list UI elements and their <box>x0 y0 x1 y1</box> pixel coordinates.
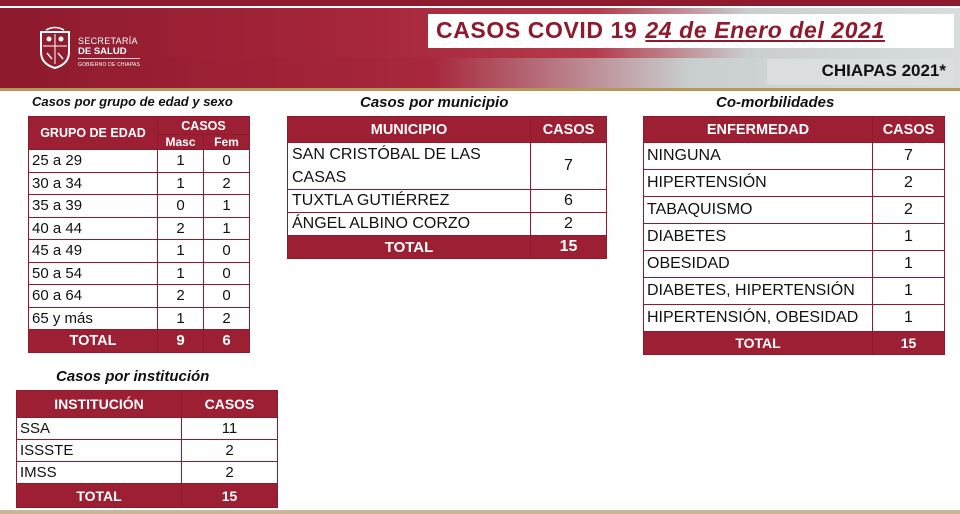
table-row <box>288 213 607 236</box>
masc-cell: 0 <box>158 195 204 218</box>
municipio-cell: ÁNGEL ALBINO CORZO <box>288 213 531 236</box>
table-row <box>29 172 250 195</box>
cases-cell: 2 <box>873 170 945 197</box>
col-cases: CASOS <box>158 117 250 135</box>
institucion-cell: ISSSTE <box>17 440 182 462</box>
cases-cell: 2 <box>531 213 607 236</box>
state-label: CHIAPAS 2021* <box>821 61 946 80</box>
col-age-group: GRUPO DE EDAD <box>29 117 158 150</box>
fem-cell: 0 <box>204 285 250 308</box>
cases-cell: 2 <box>182 440 278 462</box>
total-row <box>288 236 607 259</box>
table-row <box>17 440 278 462</box>
bottom-border <box>0 510 960 514</box>
cases-cell: 2 <box>873 197 945 224</box>
enfermedad-cell: DIABETES, HIPERTENSIÓN <box>644 278 873 305</box>
enfermedad-cell: NINGUNA <box>644 143 873 170</box>
institucion-table-title: Casos por institución <box>56 368 210 385</box>
total-row <box>644 332 945 355</box>
cases-cell: 7 <box>531 143 607 190</box>
enfermedad-cell: TABAQUISMO <box>644 197 873 224</box>
page-title <box>436 17 885 44</box>
fem-cell: 2 <box>204 172 250 195</box>
total-label: TOTAL <box>17 484 182 508</box>
total-cases: 15 <box>873 332 945 355</box>
fem-cell: 1 <box>204 217 250 240</box>
age-group-cell: 40 a 44 <box>29 217 158 240</box>
total-label: TOTAL <box>29 330 158 353</box>
table-row <box>288 190 607 213</box>
municipio-table <box>287 116 607 259</box>
col-cases: CASOS <box>182 391 278 418</box>
age-group-cell: 60 a 64 <box>29 285 158 308</box>
cases-cell: 7 <box>873 143 945 170</box>
age-group-cell: 45 a 49 <box>29 240 158 263</box>
fem-cell: 2 <box>204 307 250 330</box>
col-fem: Fem <box>204 135 250 150</box>
table-row <box>29 217 250 240</box>
total-cases: 15 <box>182 484 278 508</box>
cases-cell: 11 <box>182 418 278 440</box>
municipio-cell: SAN CRISTÓBAL DE LAS CASAS <box>288 143 531 190</box>
masc-cell: 1 <box>158 150 204 173</box>
table-row <box>644 251 945 278</box>
header <box>0 0 960 92</box>
logo-line-3: GOBIERNO DE CHIAPAS <box>78 62 141 68</box>
title-text: CASOS COVID 19 <box>436 17 638 43</box>
masc-cell: 1 <box>158 172 204 195</box>
col-cases: CASOS <box>873 117 945 143</box>
table-row <box>644 197 945 224</box>
table-row <box>29 150 250 173</box>
total-masc: 9 <box>158 330 204 353</box>
table-row <box>29 307 250 330</box>
table-row <box>644 278 945 305</box>
age-group-cell: 35 a 39 <box>29 195 158 218</box>
fem-cell: 1 <box>204 195 250 218</box>
enfermedad-cell: OBESIDAD <box>644 251 873 278</box>
cases-cell: 1 <box>873 278 945 305</box>
total-row <box>29 330 250 353</box>
total-label: TOTAL <box>288 236 531 259</box>
enfermedad-cell: DIABETES <box>644 224 873 251</box>
masc-cell: 1 <box>158 307 204 330</box>
table-row <box>17 462 278 484</box>
institucion-cell: SSA <box>17 418 182 440</box>
fem-cell: 0 <box>204 262 250 285</box>
age-group-cell: 50 a 54 <box>29 262 158 285</box>
total-fem: 6 <box>204 330 250 353</box>
fem-cell: 0 <box>204 240 250 263</box>
institucion-cell: IMSS <box>17 462 182 484</box>
coat-of-arms-icon <box>38 26 72 70</box>
cases-cell: 2 <box>182 462 278 484</box>
age-group-cell: 65 y más <box>29 307 158 330</box>
col-cases: CASOS <box>531 117 607 143</box>
header-gold-line <box>0 88 960 91</box>
comorbilidades-table <box>643 116 945 355</box>
table-row <box>29 262 250 285</box>
table-row <box>288 143 607 190</box>
col-municipio: MUNICIPIO <box>288 117 531 143</box>
comorbilidades-table-title: Co-morbilidades <box>716 94 835 111</box>
age-group-cell: 30 a 34 <box>29 172 158 195</box>
age-sex-table <box>28 116 250 353</box>
col-masc: Masc <box>158 135 204 150</box>
cases-cell: 1 <box>873 251 945 278</box>
title-date: 24 de Enero del 2021 <box>645 17 885 43</box>
table-row <box>29 240 250 263</box>
masc-cell: 2 <box>158 285 204 308</box>
enfermedad-cell: HIPERTENSIÓN <box>644 170 873 197</box>
enfermedad-cell: HIPERTENSIÓN, OBESIDAD <box>644 305 873 332</box>
cases-cell: 6 <box>531 190 607 213</box>
state-box <box>767 59 954 85</box>
fem-cell: 0 <box>204 150 250 173</box>
masc-cell: 1 <box>158 240 204 263</box>
table-row <box>644 170 945 197</box>
secretaria-salud-logo <box>38 26 150 78</box>
cases-cell: 1 <box>873 305 945 332</box>
table-row <box>17 418 278 440</box>
logo-divider <box>78 58 140 59</box>
total-row <box>17 484 278 508</box>
table-row <box>29 195 250 218</box>
col-institucion: INSTITUCIÓN <box>17 391 182 418</box>
col-enfermedad: ENFERMEDAD <box>644 117 873 143</box>
table-row <box>644 305 945 332</box>
municipio-table-title: Casos por municipio <box>360 94 509 111</box>
table-row <box>644 143 945 170</box>
masc-cell: 1 <box>158 262 204 285</box>
institucion-table <box>16 390 278 508</box>
age-table-title: Casos por grupo de edad y sexo <box>32 94 233 109</box>
total-cases: 15 <box>531 236 607 259</box>
logo-line-2: DE SALUD <box>78 46 127 57</box>
age-group-cell: 25 a 29 <box>29 150 158 173</box>
header-top-line <box>0 0 960 6</box>
table-row <box>644 224 945 251</box>
total-label: TOTAL <box>644 332 873 355</box>
masc-cell: 2 <box>158 217 204 240</box>
logo-line-1: SECRETARÍA <box>78 36 138 46</box>
title-box <box>428 14 954 48</box>
municipio-cell: TUXTLA GUTIÉRREZ <box>288 190 531 213</box>
table-row <box>29 285 250 308</box>
cases-cell: 1 <box>873 224 945 251</box>
